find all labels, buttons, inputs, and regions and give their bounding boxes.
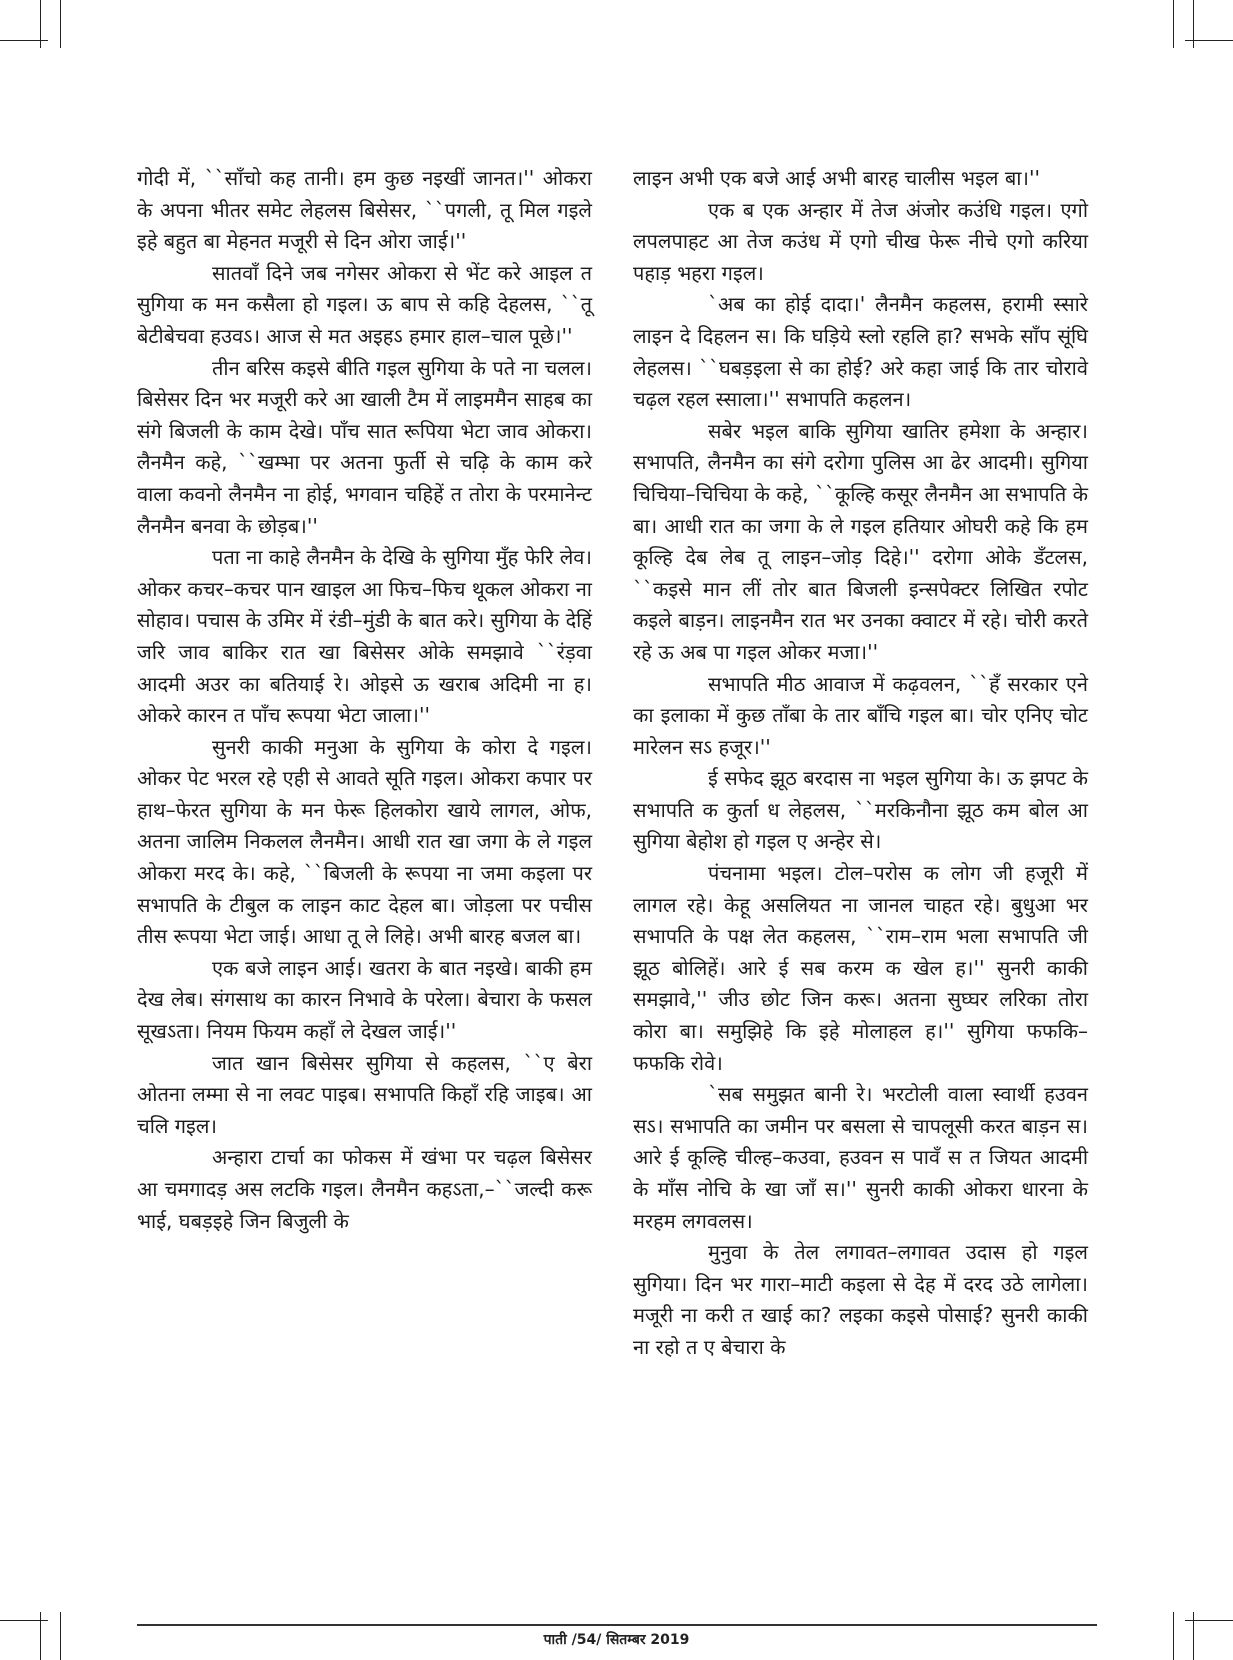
paragraph: `सब समुझत बानी रे। भरटोली वाला स्वार्थी हउवन सऽ। सभापति का जमीन पर बसला से चापलूसी करत बाड़न स। आरे ई कूल्हि चील्ह–कउवा, हउवन स पावँ स त जियत आदमी के माँस नोचि के खा जाँ स।'' सुनरी काकी ओकरा धारना के मरहम लगवलस। <box>633 1082 1088 1233</box>
paragraph: मुनुवा के तेल लगावत–लगावत उदास हो गइल सुगिया। दिन भर गारा–माटी कइला से देह में दरद उठे लागेला। मजूरी ना करी त खाई का? लइका कइसे पोसाई? सुनरी काकी ना रहो त ए बेचारा के <box>633 1240 1088 1359</box>
paragraph: सभापति मीठ आवाज में कढ़वलन, ``हँ सरकार एने का इलाका में कुछ ताँबा के तार बाँचि गइल बा। चोर एनिए चोट मारेलन सऽ हजूर।'' <box>633 671 1088 759</box>
paragraph: अन्हारा टार्चा का फोकस में खंभा पर चढ़ल बिसेसर आ चमगादड़ अस लटकि गइल। लैनमैन कहऽता,–``जल्दी करू भाई, घबड़इहे जिन बिजुली के <box>137 1145 592 1233</box>
right-text-column <box>633 163 1088 1364</box>
paragraph: एक ब एक अन्हार में तेज अंजोर कउंधि गइल। एगो लपलपाहट आ तेज कउंध में एगो चीख फेरू नीचे एगो करिया पहाड़ भहरा गइल। <box>633 197 1088 285</box>
left-text-column <box>137 163 592 1237</box>
crop-mark <box>1173 0 1174 48</box>
paragraph: पता ना काहे लैनमैन के देखि के सुगिया मुँह फेरि लेव। ओकर कचर–कचर पान खाइल आ फिच–फिच थूकल ओकरा ना सोहाव। पचास के उमिर में रंडी–मुंडी के बात करे। सुगिया के देहिं जरि जाव बाकिर रात खा बिसेसर ओके समझावे ``रंड़वा आदमी अउर का बतियाई रे। ओइसे ऊ खराब अदिमी ना ह। ओकरे कारन त पाँच रूपया भेटा जाला।'' <box>137 545 592 728</box>
paragraph: सातवाँ दिने जब नगेसर ओकरा से भेंट करे आइल त सुगिया क मन कसैला हो गइल। ऊ बाप से कहि देहलस, ``तू बेटीबेचवा हउवऽ। आज से मत अइहऽ हमार हाल–चाल पूछे।'' <box>137 260 592 348</box>
page-footer: पाती /54/ सितम्बर 2019 <box>543 1632 690 1648</box>
paragraph: सुनरी काकी मनुआ के सुगिया के कोरा दे गइल। ओकर पेट भरल रहे एही से आवते सूति गइल। ओकरा कपार पर हाथ–फेरत सुगिया के मन फेरू हिलकोरा खाये लागल, ओफ, अतना जालिम निकलल लैनमैन। आधी रात खा जगा के ले गइल ओकरा मरद के। कहे, ``बिजली के रूपया ना जमा कइला पर सभापति के टीबुल क लाइन काट देहल बा। जोड़ला पर पचीस तीस रूपया भेटा जाई। आधा तू ले लिहे। अभी बारह बजल बा। <box>137 734 592 949</box>
paragraph: एक बजे लाइन आई। खतरा के बात नइखे। बाकी हम देख लेब। संगसाथ का कारन निभावे के परेला। बेचारा के फसल सूखऽता। नियम फियम कहाँ ले देखल जाई।'' <box>137 955 592 1044</box>
paragraph: सबेर भइल बाकि सुगिया खातिर हमेशा के अन्हार। सभापति, लैनमैन का संगे दरोगा पुलिस आ ढेर आदमी। सुगिया चिचिया–चिचिया के कहे, ``कूल्हि कसूर लैनमैन आ सभापति के बा। आधी रात का जगा के ले गइल हतियार ओघरी कहे कि हम कूल्हि देब लेब तू लाइन–जोड़ दिहे।'' दरोगा ओके डॅंटलस, ``कइसे मान लीं तोर बात बिजली इन्सपेक्टर लिखित रपोट कइले बाड़न। लाइनमैन रात भर उनका क्वाटर में रहे। चोरी करते रहे ऊ अब पा गइल ओकर मजा।'' <box>633 418 1088 664</box>
paragraph: तीन बरिस कइसे बीति गइल सुगिया के पते ना चलल। बिसेसर दिन भर मजूरी करे आ खाली टैम में लाइममैन साहब का संगे बिजली के काम देखे। पाँच सात रूपिया भेटा जाव ओकरा। लैनमैन कहे, ``खम्भा पर अतना फुर्ती से चढ़ि के काम करे वाला कवनो लैनमैन ना होई, भगवान चहिहें त तोरा के परमानेन्ट लैनमैन बनवा के छोड़ब।'' <box>137 355 592 538</box>
crop-mark <box>60 0 61 48</box>
footer-rule <box>137 1624 1097 1626</box>
crop-mark <box>0 40 48 41</box>
paragraph: जात खान बिसेसर सुगिया से कहलस, ``ए बेरा ओतना लम्मा से ना लवट पाइब। सभापति किहाँ रहि जाइब। आ चलि गइल। <box>137 1050 592 1138</box>
crop-mark <box>0 1620 48 1621</box>
paragraph: लाइन अभी एक बजे आई अभी बारह चालीस भइल बा।'' <box>633 166 1041 190</box>
crop-mark <box>1185 40 1233 41</box>
paragraph: ई सफेद झूठ बरदास ना भइल सुगिया के। ऊ झपट के सभापति क कुर्ता ध लेहलस, ``मरकिनौना झूठ कम बोल आ सुगिया बेहोश हो गइल ए अन्हेर से। <box>633 766 1088 854</box>
paragraph: गोदी में, ``साँचो कह तानी। हम कुछ नइखीं जानत।'' ओकरा के अपना भीतर समेट लेहलस बिसेसर, ``पगली, तू मिल गइले इहे बहुत बा मेहनत मजूरी से दिन ओरा जाई।'' <box>137 166 592 254</box>
paragraph: पंचनामा भइल। टोल–परोस क लोग जी हजूरी में लागल रहे। केहू असलियत ना जानल चाहत रहे। बुधुआ भर सभापति के पक्ष लेत कहलस, ``राम–राम भला सभापति जी झूठ बोलिहें। आरे ई सब करम क खेल ह।'' सुनरी काकी समझावे,'' जीउ छोट जिन करू। अतना सुघ्घर लरिका तोरा कोरा बा। समुझिहे कि इहे मोलाहल ह।'' सुगिया फफकि–फफकि रोवे। <box>633 861 1088 1075</box>
crop-mark <box>1185 1620 1233 1621</box>
paragraph: `अब का होई दादा।' लैनमैन कहलस, हरामी स्सारे लाइन दे दिहलन स। कि घड़िये स्लो रहलि हा? सभके साँप सूंघि लेहलस। ``घबड़इला से का होई? अरे कहा जाई कि तार चोरावे चढ़ल रहल स्साला।'' सभापति कहलन। <box>633 292 1088 412</box>
